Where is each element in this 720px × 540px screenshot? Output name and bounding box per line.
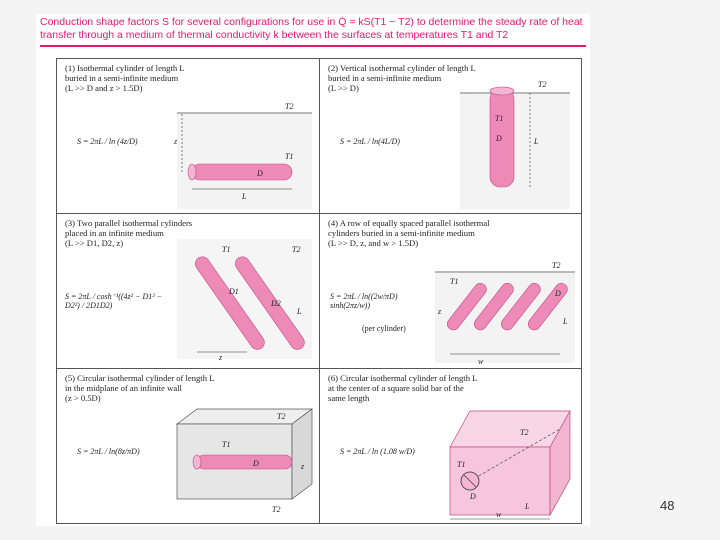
cell-3-diagram: [57, 214, 320, 369]
cell-5-label-t1: T1: [222, 440, 231, 449]
cell-5-label-t2-bottom: T2: [272, 505, 281, 514]
cell-6-label-t2: T2: [520, 428, 529, 437]
cell-2-caption: (2) Vertical isothermal cylinder of length L buried in a semi-infinite medium (L >> D): [328, 63, 476, 94]
cell-5-label-z: z: [301, 462, 305, 471]
cell-3-formula: S = 2πL / cosh⁻¹((4z² − D1² − D2²) / 2D1D2): [65, 292, 163, 310]
cell-3: [57, 214, 320, 369]
slide-number: 48: [660, 498, 675, 513]
cell-1-label-z: z: [174, 137, 178, 146]
cell-5-caption: (5) Circular isothermal cylinder of length L in the midplane of an infinite wall (z > 0.5D): [65, 373, 215, 404]
cell-3-label-t1: T1: [222, 245, 231, 254]
cell-5-label-d: D: [253, 459, 259, 468]
cell-5-formula: S = 2πL / ln(8z/πD): [77, 447, 140, 456]
cell-2-diagram: [320, 59, 581, 214]
cell-4-label-l: L: [563, 317, 568, 326]
cell-3-label-d1: D1: [229, 287, 239, 296]
cell-1: [57, 59, 320, 214]
cell-6-formula: S = 2πL / ln (1.08 w/D): [340, 447, 415, 456]
cell-4-label-t2: T2: [552, 261, 561, 270]
shape-factor-table: [56, 58, 582, 524]
cell-1-label-l: L: [242, 192, 247, 201]
cell-4-caption: (4) A row of equally spaced parallel isothermal cylinders buried in a semi-infinite medium (L >> D, z, and w > 1.5D): [328, 218, 490, 249]
cell-4: [320, 214, 581, 369]
cell-6-label-d: D: [470, 492, 476, 501]
cell-6-caption: (6) Circular isothermal cylinder of length L at the center of a square solid bar of the same length: [328, 373, 478, 404]
cell-1-label-d: D: [257, 169, 263, 178]
cell-4-label-z: z: [438, 307, 442, 316]
cell-6-diagram: [320, 369, 581, 523]
cell-5-label-t2: T2: [277, 412, 286, 421]
cell-2-label-d: D: [496, 134, 502, 143]
cell-1-diagram: [57, 59, 320, 214]
cell-2-formula: S = 2πL / ln(4L/D): [340, 137, 400, 146]
cell-1-caption: (1) Isothermal cylinder of length L buried in a semi-infinite medium (L >> D and z > 1.5D): [65, 63, 185, 94]
cell-1-formula: S = 2πL / ln (4z/D): [77, 137, 138, 146]
cell-2-label-t2: T2: [538, 80, 547, 89]
cell-4-label-t1: T1: [450, 277, 459, 286]
cell-6-label-l: L: [525, 502, 530, 511]
cell-6-label-t1: T1: [457, 460, 466, 469]
table-caption: Conduction shape factors S for several configurations for use in Q̇ = kS(T1 − T2) to determine the steady rate of heat transfer through a medium of thermal conductivity k between the surfaces at temperatures T1 and T2: [40, 16, 583, 41]
cell-1-label-t2: T2: [285, 102, 294, 111]
cell-3-label-z: z: [219, 353, 223, 362]
caption-rule: [40, 45, 586, 47]
cell-4-label-w: w: [478, 357, 484, 366]
cell-5: [57, 369, 320, 523]
cell-6-label-w: w: [496, 510, 502, 519]
cell-3-label-l: L: [297, 307, 302, 316]
cell-4-formula: S = 2πL / ln((2w/πD) sinh(2πz/w)): [330, 292, 398, 310]
slide-page: [36, 14, 590, 526]
cell-3-label-d2: D2: [271, 299, 281, 308]
cell-2-label-t1: T1: [495, 114, 504, 123]
cell-3-caption: (3) Two parallel isothermal cylinders placed in an infinite medium (L >> D1, D2, z): [65, 218, 193, 249]
cell-6: [320, 369, 581, 523]
cell-4-note: (per cylinder): [362, 324, 406, 333]
cell-2-label-l: L: [534, 137, 539, 146]
cell-3-label-t2: T2: [292, 245, 301, 254]
cell-5-diagram: [57, 369, 320, 523]
cell-4-label-d: D: [555, 289, 561, 298]
cell-1-label-t1: T1: [285, 152, 294, 161]
cell-2: [320, 59, 581, 214]
cell-4-diagram: [320, 214, 581, 369]
